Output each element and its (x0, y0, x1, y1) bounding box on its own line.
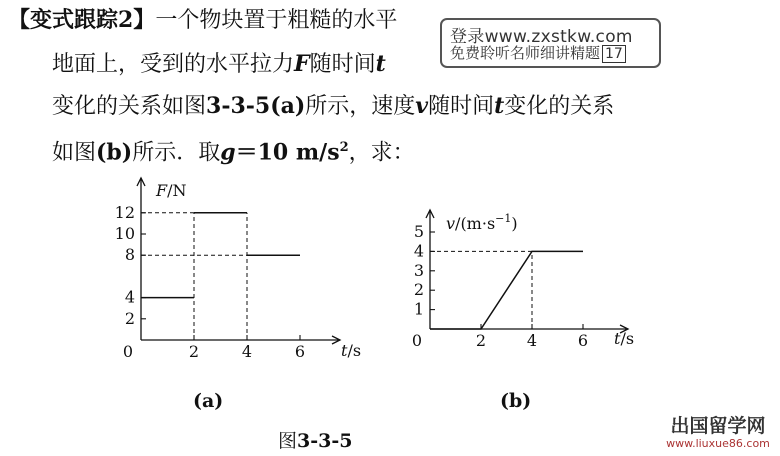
caption-a: (a) (193, 390, 224, 412)
gravity-value: ＝10 m/s (235, 139, 340, 166)
problem-line3-text-a: 变化的关系如图 (52, 94, 207, 119)
chart-b-y-tick-label: 4 (413, 241, 424, 261)
problem-line3-text-c: 随时间 (428, 94, 495, 119)
variable-g: g (220, 139, 236, 166)
promo-badge-caption: 免费聆听名师细讲精题 (450, 44, 601, 62)
variable-t-2: t (494, 93, 505, 119)
chart-b-y-tick-label: 3 (413, 260, 424, 280)
chart-a-y-tick-label: 4 (124, 287, 135, 307)
problem-line3-text-b: 所示，速度 (305, 94, 416, 119)
chart-b-series-segment (430, 251, 583, 329)
chart-a-y-tick-label: 10 (114, 224, 135, 243)
chart-a-y-tick-label: 8 (124, 245, 135, 265)
variable-t: t (375, 51, 386, 77)
promo-badge-url: 登录www.zxstkw.com (450, 27, 633, 47)
chart-b-x-tick-label: 2 (475, 331, 487, 350)
chart-a-y-tick-label: 12 (114, 202, 135, 222)
chart-b-x-tick-label: 6 (577, 331, 589, 350)
watermark-name: 出国留学网 (670, 415, 766, 437)
chart-b-x-axis-label: t/s (614, 329, 635, 348)
watermark-url: www.liuxue86.com (666, 437, 770, 450)
promo-badge-number: 17 (602, 45, 626, 63)
chart-a-origin-label: 0 (122, 342, 133, 361)
chart-a-x-tick-label: 2 (188, 342, 200, 361)
chart-b-y-tick-label: 2 (413, 280, 424, 300)
figure-title-prefix: 图 (278, 430, 298, 452)
chart-b-y-tick-label: 1 (413, 299, 424, 319)
chart-b-y-tick-label: 5 (413, 222, 424, 241)
problem-line4-end: ，求： (348, 140, 415, 166)
chart-a-y-tick-label: 2 (124, 308, 135, 328)
problem-line4-text-a: 如图 (52, 140, 97, 166)
figure-title (278, 426, 352, 453)
problem-line4-text-b: 所示．取 (132, 140, 221, 166)
variable-F: F (294, 51, 310, 77)
chart-b-y-axis-label: $v/(m\cdot s^{-1})$ (446, 212, 518, 233)
site-watermark (662, 415, 774, 451)
chart-a-y-axis-label: F/N (156, 181, 187, 200)
problem-tag: 【变式跟踪2】 (8, 7, 156, 33)
variable-v: v (415, 93, 429, 119)
chart-a-x-tick-label: 4 (241, 342, 253, 361)
problem-line2-text-b: 随时间 (309, 52, 376, 77)
problem-line3-text-d: 变化的关系 (504, 94, 615, 119)
chart-a-x-axis-label: t/s (341, 341, 362, 360)
figure-ref-b: (b) (96, 139, 133, 166)
figure-title-number: 3-3-5 (297, 430, 353, 452)
problem-line2-text-a: 地面上，受到的水平拉力 (52, 52, 295, 77)
chart-a-x-tick-label: 6 (294, 342, 306, 361)
gravity-exponent: 2 (339, 140, 349, 155)
problem-line1-text: 一个物块置于粗糙的水平 (155, 8, 398, 33)
chart-b-x-tick-label: 4 (526, 331, 538, 350)
figure-ref-a: 3-3-5(a) (206, 93, 306, 119)
chart-b-origin-label: 0 (411, 331, 422, 350)
caption-b: (b) (500, 390, 532, 412)
